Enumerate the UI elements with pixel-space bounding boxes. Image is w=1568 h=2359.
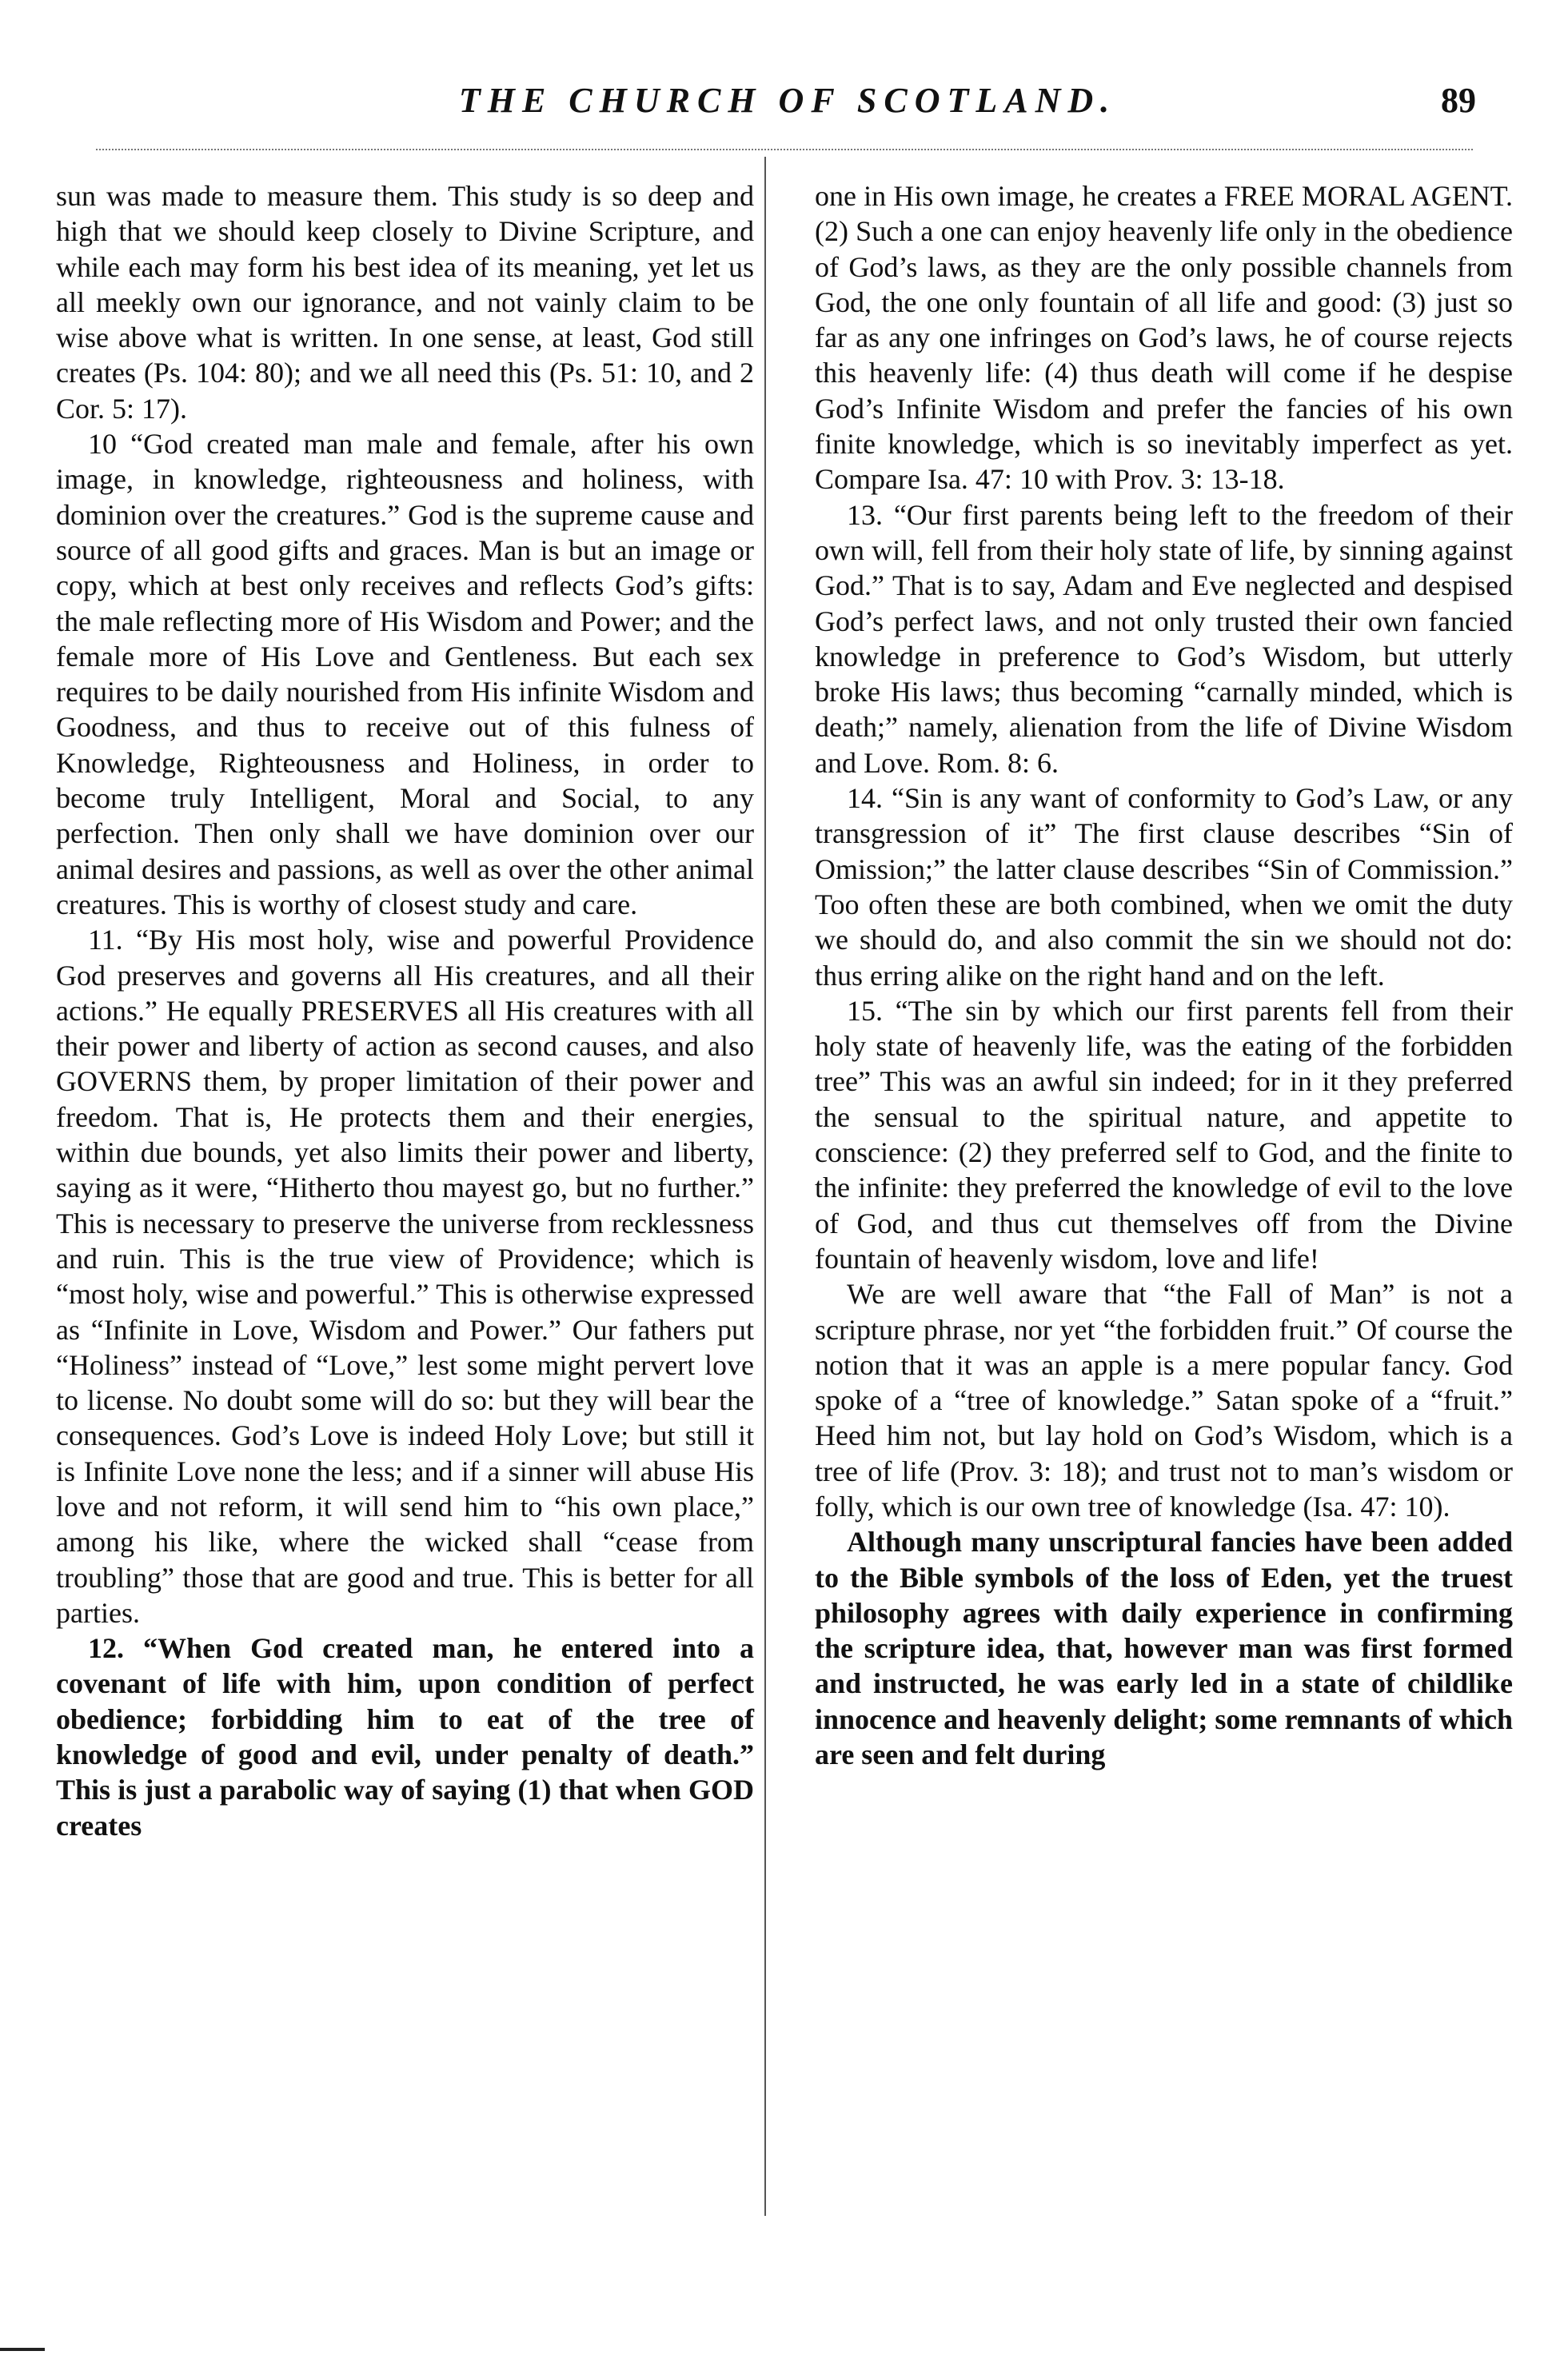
right-paragraph-2: 13. “Our first parents being left to the freedom of their own will, fell from their holy state of life, by sinning against God.” That is to say, Adam and Eve neglected and despised God’s perfect laws, and not only trusted their own fancied knowledge in preference to God’s Wisdom, but utterly broke His laws; thus becoming “carnally minded, which is death;” namely, alienation from the life of Divine Wisdom and Love. Rom. 8: 6. (815, 498, 1513, 779)
journal-title: THE CHURCH OF SCOTLAND. (458, 81, 1117, 120)
right-paragraph-1: one in His own image, he creates a FREE MORAL AGENT. (2) Such a one can enjoy heavenly life only in the obedience of God’s laws, as they are the only possible channels from God, the one only fountain of all life and good: (3) just so far as any one infringes on God’s laws, he of course rejects this heavenly life: (4) thus death will come if he despise God’s Infinite Wisdom and prefer the fancies of his own finite knowledge, which is so inevitably imperfect as yet. Compare Isa. 47: 10 with Prov. 3: 13-18. (815, 180, 1513, 496)
footer-rule-mark (0, 2348, 45, 2351)
right-paragraph-4: 15. “The sin by which our first parents fell from their holy state of heavenly life, was the eating of the forbidden tree” This was an awful sin indeed; for in it they preferred the sensual to the spiritual nature, and appetite to conscience: (2) they preferred self to God, and the finite to the infinite: they preferred the knowledge of evil to the love of God, and thus cut themselves off from the Divine fountain of heavenly wisdom, love and life! (815, 994, 1513, 1275)
header-rule (96, 149, 1473, 150)
right-paragraph-6: Although many unscriptural fancies have been added to the Bible symbols of the loss of Eden, yet the truest philosophy agrees with daily experience in confirming the scripture idea, that, however man was first formed and instructed, he was early led in a state of childlike innocence and heavenly delight; some remnants of which are seen and felt during (815, 1526, 1513, 1771)
right-paragraph-5: We are well aware that “the Fall of Man” is not a scripture phrase, nor yet “the forbidden fruit.” Of course the notion that it was an apple is a mere popular fancy. God spoke of a “tree of knowledge.” Satan spoke of a “fruit.” Heed him not, but lay hold on God’s Wisdom, which is a tree of life (Prov. 3: 18); and trust not to man’s wisdom or folly, which is our own tree of knowledge (Isa. 47: 10). (815, 1278, 1513, 1523)
page-number: 89 (1441, 81, 1476, 120)
right-column (815, 178, 1513, 1772)
column-divider (764, 157, 766, 2216)
running-header (0, 80, 1568, 128)
left-paragraph-2: 10 “God created man male and female, after his own image, in knowledge, righteousness and holiness, with dominion over the creatures.” God is the supreme cause and source of all good gifts and graces. Man is but an image or copy, which at best only receives and reflects God’s gifts: the male reflecting more of His Wisdom and Power; and the female more of His Love and Gentleness. But each sex requires to be daily nourished from His infinite Wisdom and Goodness, and thus to receive out of this fulness of Knowledge, Righteousness and Holiness, in order to become truly Intelligent, Moral and Social, to any perfection. Then only shall we have dominion over our animal desires and passions, as well as over the other animal creatures. This is worthy of closest study and care. (56, 428, 754, 920)
left-paragraph-4: 12. “When God created man, he entered into a covenant of life with him, upon condition of perfect obedience; forbidding him to eat of the tree of knowledge of good and evil, under penalty of death.” This is just a parabolic way of saying (1) that when GOD creates (56, 1632, 754, 1842)
right-paragraph-3: 14. “Sin is any want of conformity to God’s Law, or any transgression of it” The first clause describes “Sin of Omission;” the latter clause describes “Sin of Commission.” Too often these are both combined, when we omit the duty we should do, and also commit the sin we should not do: thus erring alike on the right hand and on the left. (815, 782, 1513, 992)
left-column (56, 178, 754, 1843)
left-paragraph-1: sun was made to measure them. This study is so deep and high that we should keep closely to Divine Scripture, and while each may form his best idea of its meaning, yet let us all meekly own our ignorance, and not vainly claim to be wise above what is written. In one sense, at least, God still creates (Ps. 104: 80); and we all need this (Ps. 51: 10, and 2 Cor. 5: 17). (56, 180, 754, 425)
left-paragraph-3: 11. “By His most holy, wise and powerful Providence God preserves and governs all His creatures, and all their actions.” He equally PRESERVES all His creatures with all their power and liberty of action as second causes, and also GOVERNS them, by proper limitation of their power and freedom. That is, He protects them and their energies, within due bounds, yet also limits their power and liberty, saying as it were, “Hitherto thou mayest go, but no further.” This is necessary to preserve the universe from recklessness and ruin. This is the true view of Providence; which is “most holy, wise and powerful.” This is otherwise expressed as “Infinite in Love, Wisdom and Power.” Our fathers put “Holiness” instead of “Love,” lest some might pervert love to license. No doubt some will do so: but they will bear the consequences. God’s Love is indeed Holy Love; but still it is Infinite Love none the less; and if a sinner will abuse His love and not reform, it will send him to “his own place,” among his like, where the wicked shall “cease from troubling” those that are good and true. This is better for all parties. (56, 924, 754, 1629)
